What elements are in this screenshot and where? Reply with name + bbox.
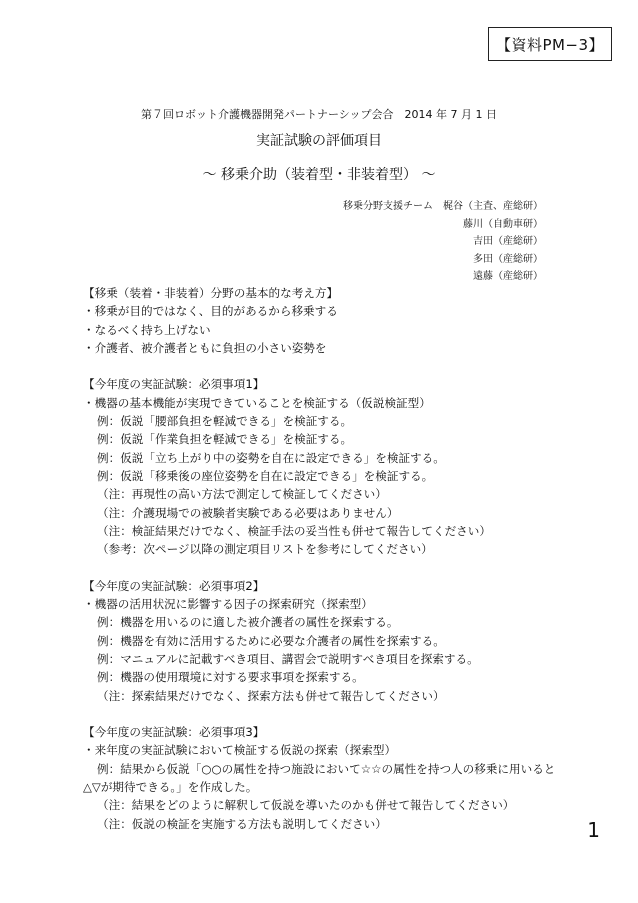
example-line: 例：仮説「立ち上がり中の姿勢を自在に設定できる」を検証する。 bbox=[97, 450, 445, 465]
note-line: （注：探索結果だけでなく、探索方法も併せて報告してください） bbox=[97, 688, 445, 703]
team-list bbox=[343, 198, 543, 286]
section-lead: ・機器の活用状況に影響する因子の探索研究（探索型） bbox=[83, 597, 373, 612]
bullet-line: ・移乗が目的ではなく、目的があるから移乗する bbox=[83, 304, 338, 319]
example-line: 例：マニュアルに記載すべき項目、講習会で説明すべき項目を探索する。 bbox=[97, 651, 479, 666]
bullet-line: ・なるべく持ち上げない bbox=[83, 322, 211, 337]
section-heading: 【移乗（装着・非装着）分野の基本的な考え方】 bbox=[83, 286, 339, 300]
note-line: （注：結果をどのように解釈して仮説を導いたのかも併せて報告してください） bbox=[97, 798, 515, 813]
team-member: 吉田（産総研） bbox=[473, 236, 543, 247]
team-member: 移乗分野支援チーム 梶谷（主査、産総研） bbox=[343, 201, 543, 212]
note-line: （注：再現性の高い方法で測定して検証してください） bbox=[97, 487, 387, 502]
example-paragraph: 例：結果から仮説「○○の属性を持つ施設において☆☆の属性を持つ人の移乗に用いると△▽が期待できる。」を作成した。 bbox=[83, 761, 556, 795]
section-heading: 【今年度の実証試験：必須事項1】 bbox=[83, 377, 265, 392]
note-line: （参考：次ページ以降の測定項目リストを参考にしてください） bbox=[97, 542, 433, 557]
example-line: 例：機器の使用環境に対する要求事項を探索する。 bbox=[97, 670, 364, 685]
team-member: 遠藤（産総研） bbox=[473, 271, 543, 282]
section-basic-concept bbox=[83, 284, 563, 357]
example-line: 例：機器を有効に活用するために必要な介護者の属性を探索する。 bbox=[97, 633, 445, 648]
example-line: 例：仮説「腰部負担を軽減できる」を検証する。 bbox=[97, 414, 353, 429]
page-number: 1 bbox=[587, 818, 600, 842]
section-requirement-1 bbox=[83, 375, 563, 558]
team-member: 多田（産総研） bbox=[473, 253, 543, 265]
section-requirement-2 bbox=[83, 577, 563, 705]
note-line: （注：介護現場での被験者実験である必要はありません） bbox=[97, 505, 399, 520]
page-title: 実証試験の評価項目 bbox=[256, 133, 382, 149]
example-line: 例：仮説「移乗後の座位姿勢を自在に設定できる」を検証する。 bbox=[97, 468, 434, 483]
example-line: 例：機器を用いるのに適した被介護者の属性を探索する。 bbox=[97, 615, 399, 630]
meeting-line: 第７回ロボット介護機器開発パートナーシップ会合 2014 年 7 月 1 日 bbox=[140, 108, 498, 121]
section-lead: ・機器の基本機能が実現できていることを検証する（仮説検証型） bbox=[83, 395, 431, 410]
note-line: （注：仮説の検証を実施する方法も説明してください） bbox=[97, 816, 387, 831]
section-requirement-3 bbox=[83, 723, 563, 833]
section-heading: 【今年度の実証試験：必須事項3】 bbox=[83, 725, 265, 740]
team-member: 藤川（自動車研） bbox=[463, 218, 543, 230]
example-line: 例：仮説「作業負担を軽減できる」を検証する。 bbox=[97, 432, 353, 447]
document-body bbox=[83, 284, 563, 833]
document-label: 【資料PM−3】 bbox=[488, 27, 612, 61]
page-subtitle: ～ 移乗介助（装着型・非装着型） ～ bbox=[202, 167, 436, 183]
note-line: （注：検証結果だけでなく、検証手法の妥当性も併せて報告してください） bbox=[97, 523, 491, 538]
section-heading: 【今年度の実証試験：必須事項2】 bbox=[83, 578, 265, 593]
section-lead: ・来年度の実証試験において検証する仮説の探索（探索型） bbox=[83, 743, 397, 758]
bullet-line: ・介護者、被介護者ともに負担の小さい姿勢を bbox=[83, 340, 327, 355]
